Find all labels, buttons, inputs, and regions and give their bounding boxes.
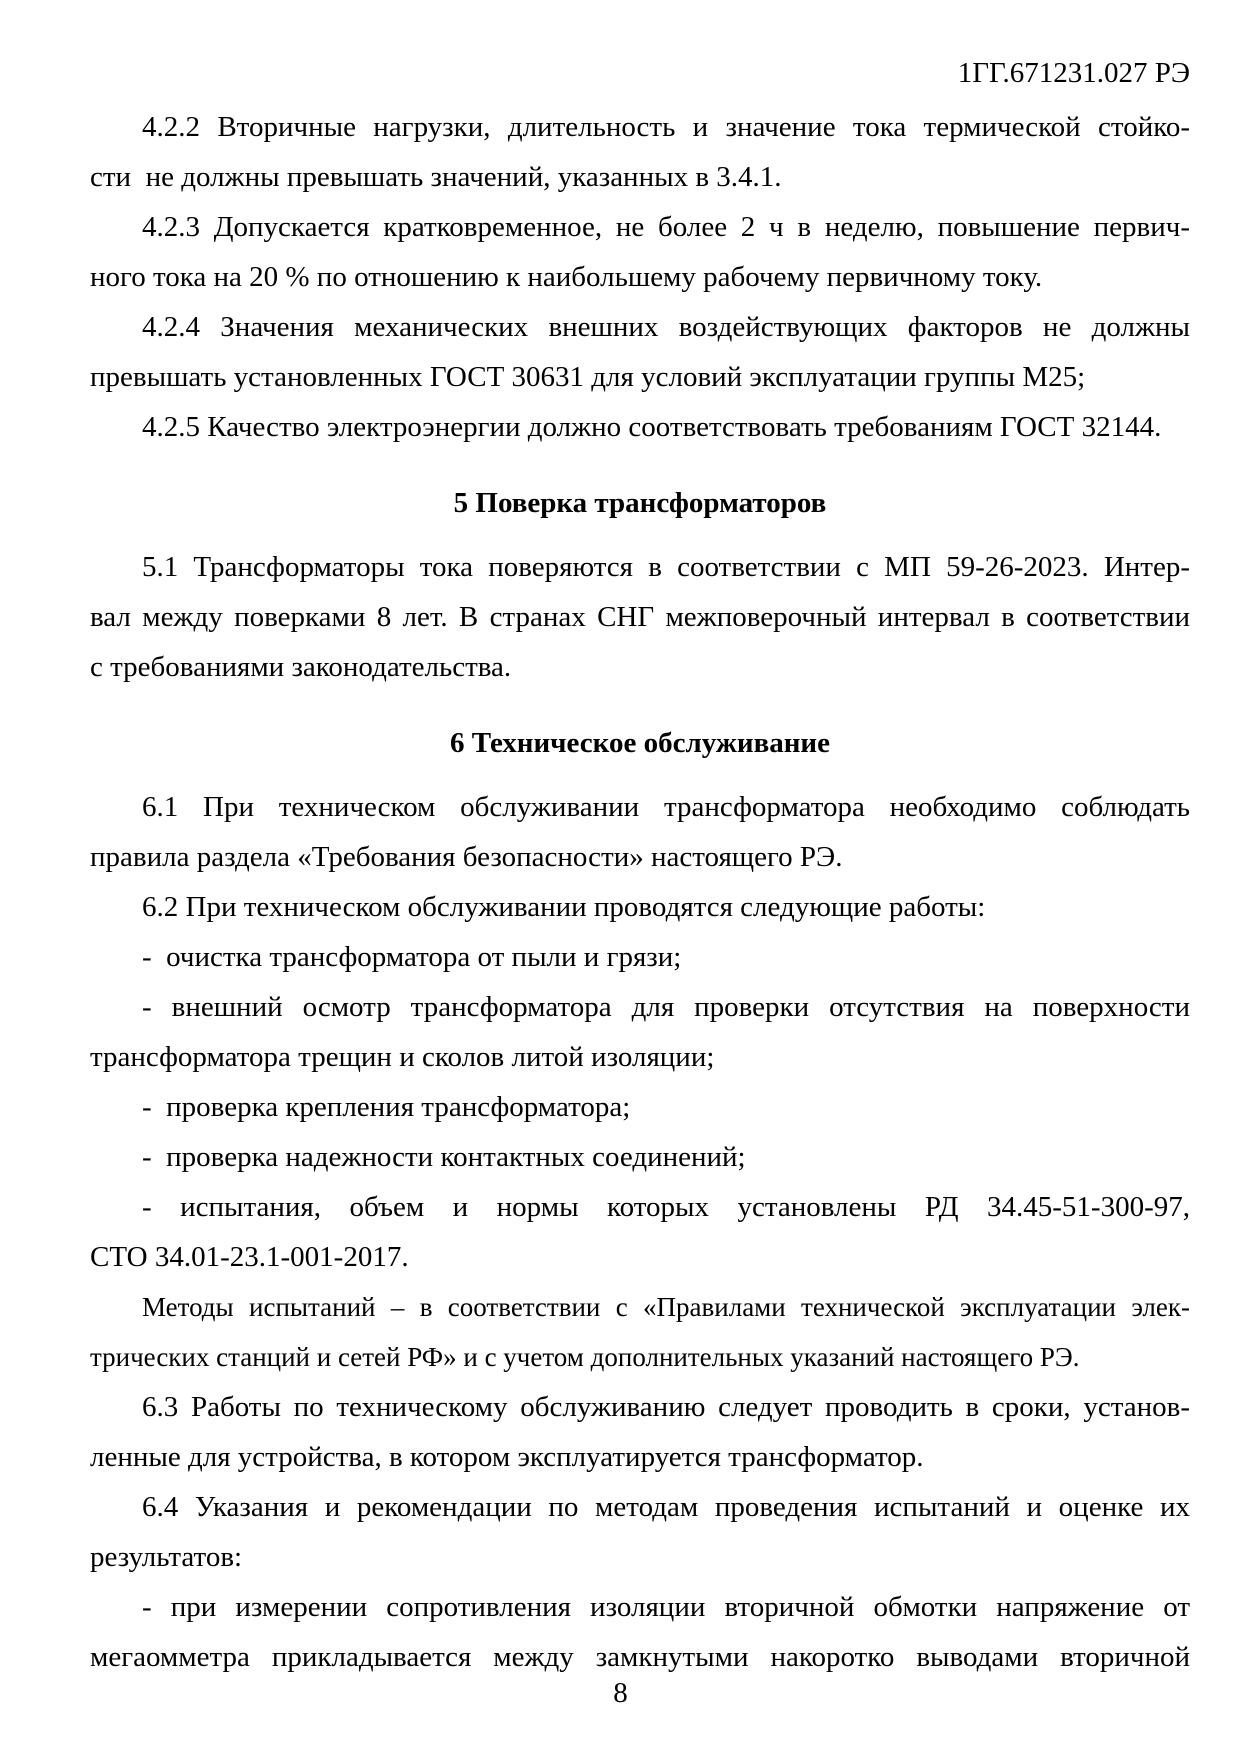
paragraph <box>90 1182 1190 1282</box>
text-line: мегаомметра прикладывается между замкнутыми накоротко выводами вторичной <box>90 1641 1190 1673</box>
text-line: - проверка крепления трансформатора; <box>142 1091 631 1123</box>
paragraph <box>90 882 1190 932</box>
section-heading: 5 Поверка трансформаторов <box>453 487 827 519</box>
paragraph <box>90 932 1190 982</box>
text-line: 6.2 При техническом обслуживании проводятся следующие работы: <box>142 891 986 923</box>
paragraph <box>90 1582 1190 1682</box>
text-line: - очистка трансформатора от пыли и грязи; <box>142 941 682 973</box>
paragraph <box>90 982 1190 1082</box>
text-line: результатов: <box>90 1541 243 1573</box>
paragraph <box>90 402 1190 452</box>
text-line: трансформатора трещин и сколов литой изоляции; <box>90 1041 715 1073</box>
text-line: правила раздела «Требования безопасности» настоящего РЭ. <box>90 841 843 873</box>
paragraph <box>90 782 1190 882</box>
paragraph <box>90 302 1190 402</box>
paragraph <box>90 1082 1190 1132</box>
text-line: СТО 34.01-23.1-001-2017. <box>90 1241 409 1273</box>
text-line: - испытания, объем и нормы которых установлены РД 34.45-51-300-97, <box>142 1191 1190 1223</box>
text-line: 6.3 Работы по техническому обслуживанию следует проводить в сроки, установ- <box>142 1391 1190 1423</box>
document-code: 1ГГ.671231.027 РЭ <box>957 57 1190 89</box>
content <box>90 102 1190 1682</box>
text-line: 4.2.4 Значения механических внешних воздействующих факторов не должны <box>142 311 1190 343</box>
paragraph <box>90 1282 1190 1382</box>
paragraph <box>90 1482 1190 1582</box>
text-line: 4.2.5 Качество электроэнергии должно соответствовать требованиям ГОСТ 32144. <box>142 411 1162 443</box>
text-line: - при измерении сопротивления изоляции вторичной обмотки напряжение от <box>142 1591 1190 1623</box>
text-line: 6.1 При техническом обслуживании трансформатора необходимо соблюдать <box>142 791 1190 823</box>
text-line: трических станций и сетей РФ» и с учетом дополнительных указаний настоящего РЭ. <box>90 1342 1080 1372</box>
text-line: ленные для устройства, в котором эксплуатируется трансформатор. <box>90 1441 924 1473</box>
paragraph <box>90 102 1190 202</box>
text-line: превышать установленных ГОСТ 30631 для условий эксплуатации группы М25; <box>90 361 1086 393</box>
text-line: - проверка надежности контактных соединений; <box>142 1141 746 1173</box>
section-heading: 6 Техническое обслуживание <box>449 727 831 759</box>
text-line: Методы испытаний – в соответствии с «Правилами технической эксплуатации элек- <box>142 1292 1190 1322</box>
text-line: 5.1 Трансформаторы тока поверяются в соответствии с МП 59-26-2023. Интер- <box>142 551 1190 583</box>
text-line: с требованиями законодательства. <box>90 651 512 683</box>
text-line: сти не должны превышать значений, указанных в 3.4.1. <box>90 161 782 193</box>
text-line: 4.2.2 Вторичные нагрузки, длительность и значение тока термической стойко- <box>142 111 1190 143</box>
paragraph <box>90 1132 1190 1182</box>
text-line: 4.2.3 Допускается кратковременное, не более 2 ч в неделю, повышение первич- <box>142 211 1190 243</box>
text-line: вал между поверками 8 лет. В странах СНГ межповерочный интервал в соответствии <box>90 601 1190 633</box>
paragraph <box>90 202 1190 302</box>
text-line: ного тока на 20 % по отношению к наибольшему рабочему первичному току. <box>90 261 1043 293</box>
paragraph <box>90 542 1190 692</box>
text-line: - внешний осмотр трансформатора для проверки отсутствия на поверхности <box>142 991 1190 1023</box>
text-line: 6.4 Указания и рекомендации по методам проведения испытаний и оценке их <box>142 1491 1190 1523</box>
paragraph <box>90 1382 1190 1482</box>
page-number: 8 <box>613 1677 628 1709</box>
